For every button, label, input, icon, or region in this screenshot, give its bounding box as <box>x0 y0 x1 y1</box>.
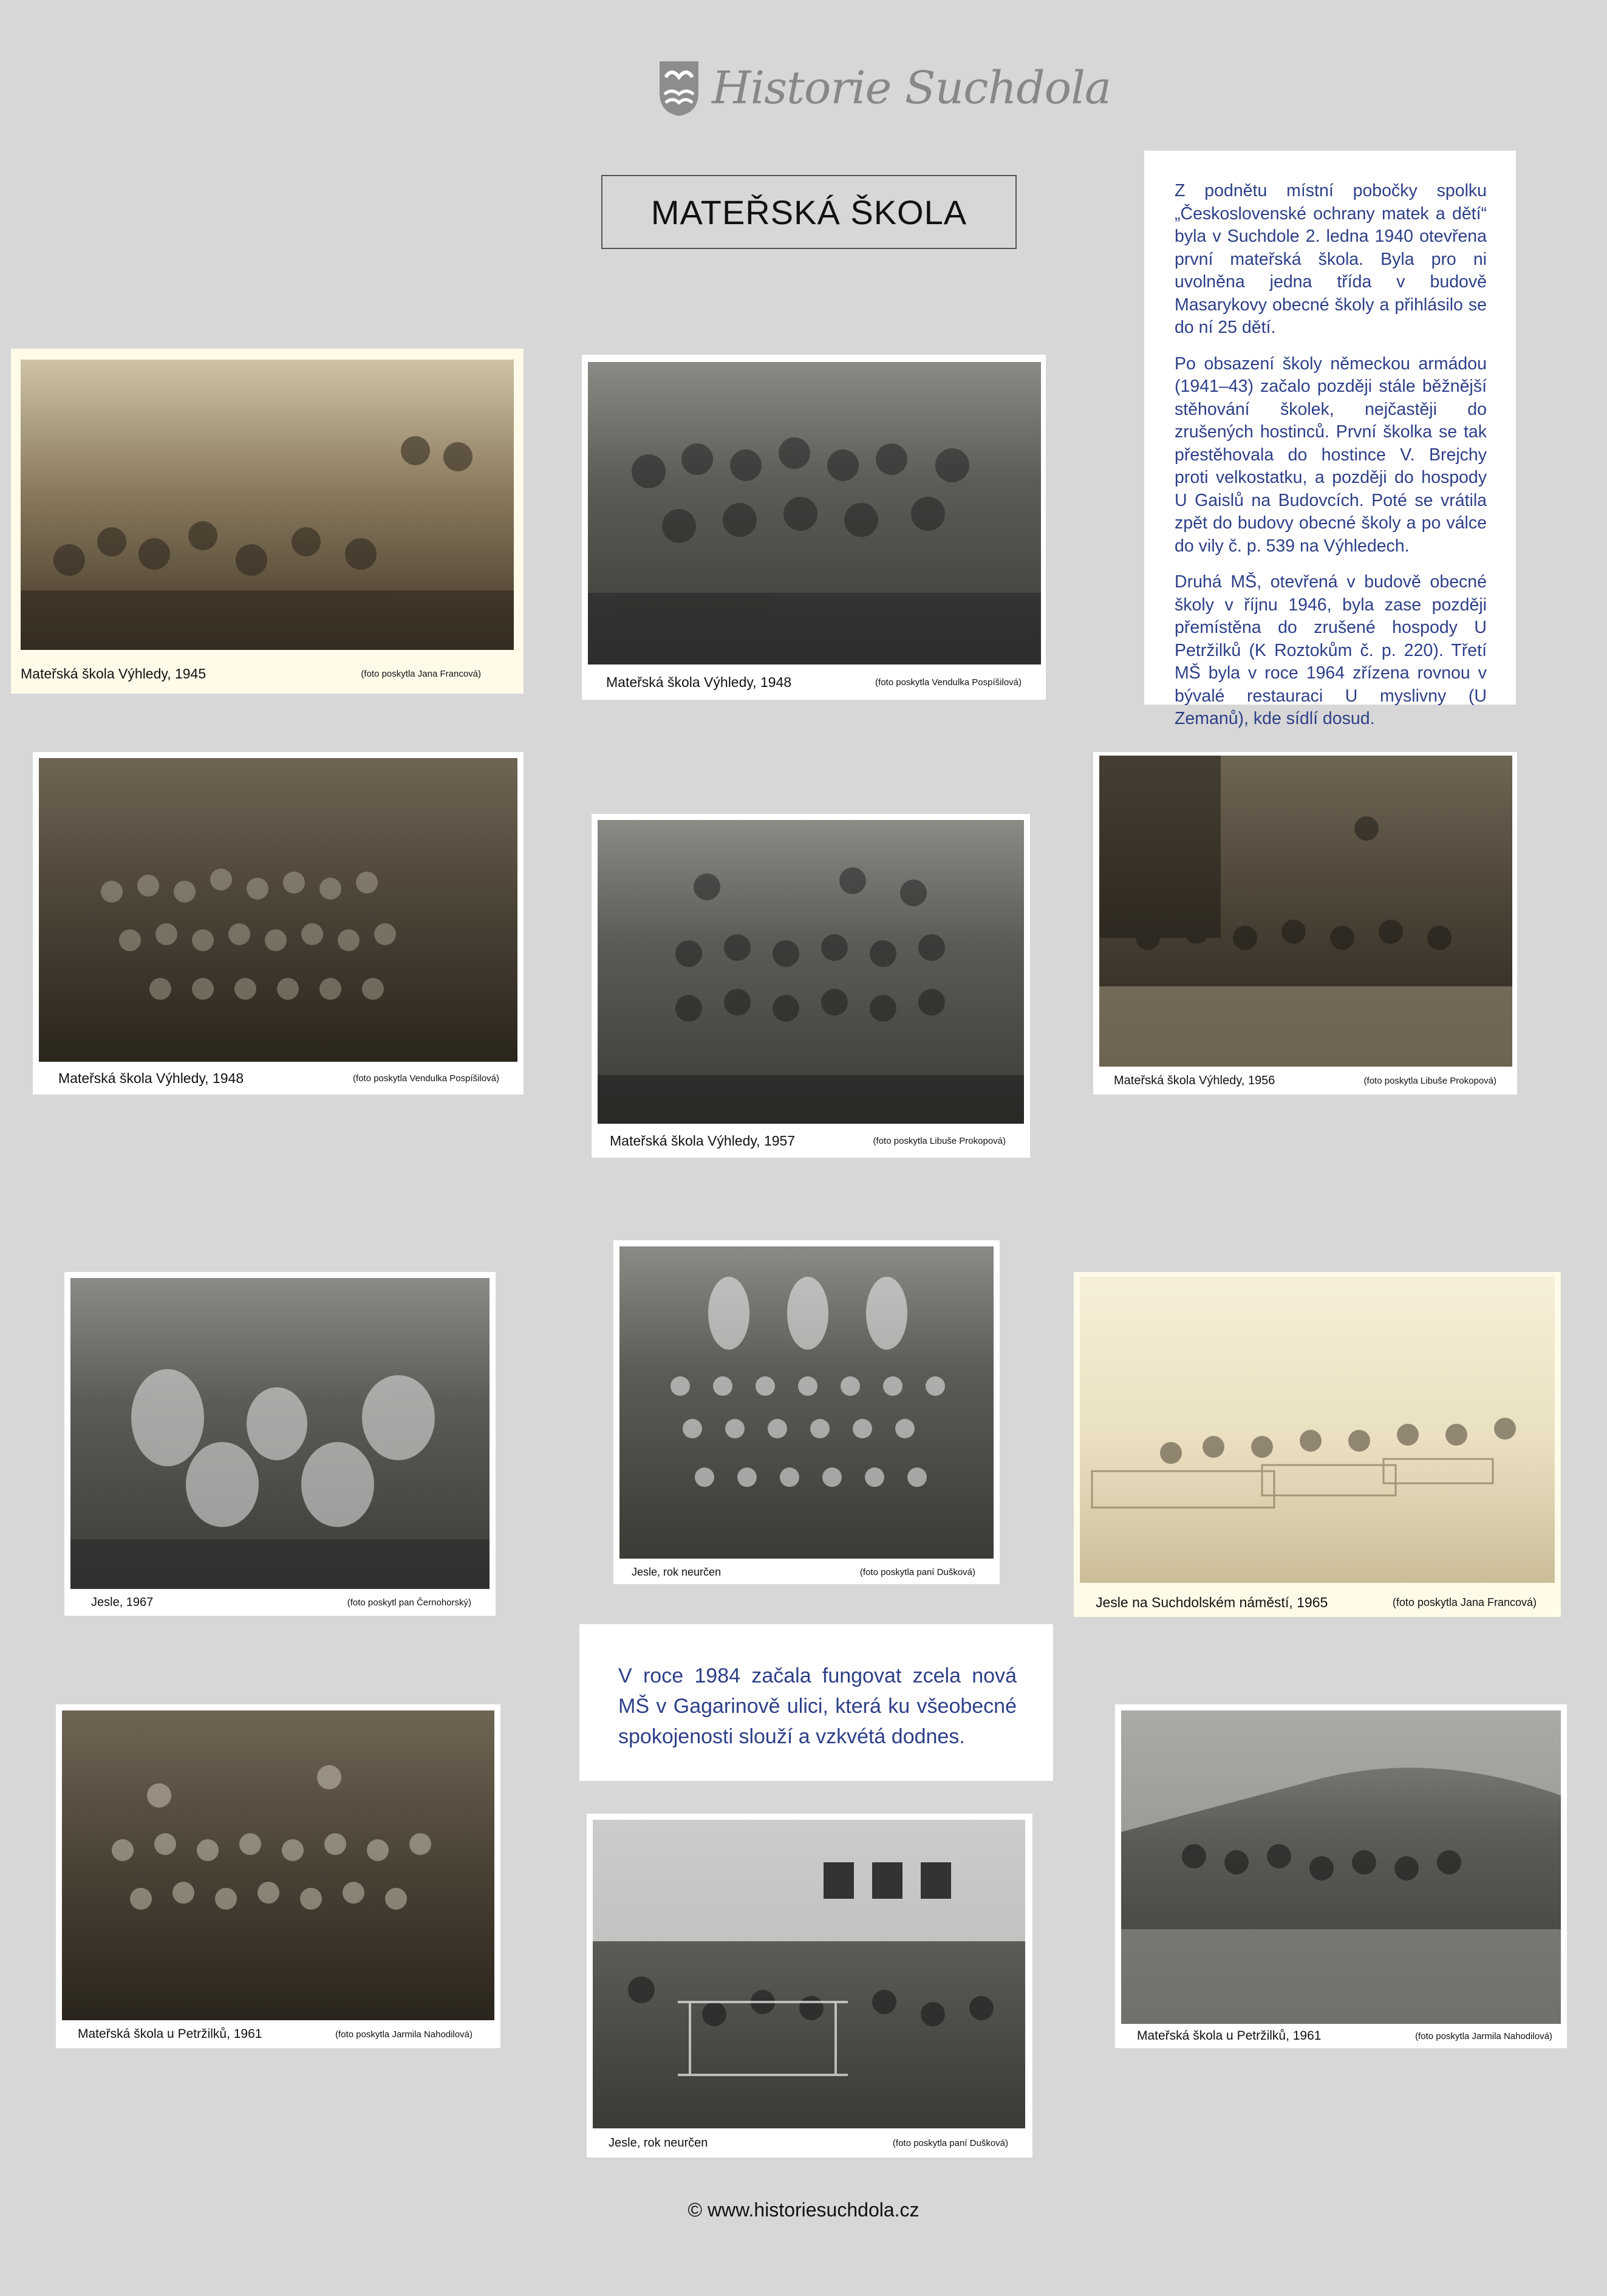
photo-image <box>70 1278 490 1589</box>
photo-caption: Mateřská škola u Petržilků, 1961 <box>78 2027 262 2041</box>
photo-card <box>1093 752 1517 1095</box>
photo-image <box>598 820 1024 1124</box>
photo-image <box>1121 1710 1561 2024</box>
photo-image <box>1099 756 1512 1067</box>
photo-caption: Jesle, rok neurčen <box>609 2136 708 2150</box>
photo-card <box>592 814 1030 1158</box>
photo-credit: (foto poskytla Jarmila Nahodilová) <box>1415 2031 1552 2041</box>
photo-card <box>56 1704 500 2048</box>
photo-card <box>64 1272 496 1616</box>
photo-credit: (foto poskytla Vendulka Pospíšilová) <box>353 1073 499 1084</box>
photo-credit: (foto poskytl pan Černohorský) <box>347 1597 471 1608</box>
photo-card <box>1074 1272 1561 1617</box>
photo-credit: (foto poskytla Jana Francová) <box>361 668 481 679</box>
photo-caption: Mateřská škola Výhledy, 1945 <box>21 665 206 682</box>
photo-image <box>39 758 517 1062</box>
brand-name: Historie Suchdola <box>712 62 1111 114</box>
photo-credit: (foto poskytla paní Dušková) <box>892 2137 1008 2148</box>
intro-text-card <box>1144 151 1516 728</box>
photo-caption: Mateřská škola Výhledy, 1957 <box>610 1132 796 1149</box>
photo-image <box>593 1820 1025 2128</box>
suchdol-emblem-icon <box>657 59 701 117</box>
photo-caption: Mateřská škola Výhledy, 1956 <box>1114 1073 1275 1087</box>
page-title: MATEŘSKÁ ŠKOLA <box>601 175 1017 249</box>
photo-credit: (foto poskytla Libuše Prokopová) <box>1363 1075 1496 1086</box>
note-text-card: V roce 1984 začala fungovat zcela nová MŠ v Gagarinově ulici, která ku všeobecné spokojenosti slouží a vzkvétá dodnes. <box>579 1624 1053 1781</box>
photo-image <box>21 360 514 650</box>
photo-caption: Mateřská škola Výhledy, 1948 <box>606 674 792 690</box>
photo-card <box>613 1240 1000 1584</box>
photo-card <box>1115 1704 1567 2048</box>
photo-credit: (foto poskytla Jana Francová) <box>1392 1596 1537 1608</box>
intro-paragraph: Druhá MŠ, otevřená v budově obecné školy v říjnu 1946, byla zase později přemístěna do zrušené hospody U Petržilků (K Roztokům č. p. 220). Třetí MŠ byla v roce 1964 zřízena rovnou v bývalé restauraci U myslivny (U Zemanů), kde sídlí dosud. <box>1175 572 1487 728</box>
intro-paragraph: Z podnětu místní pobočky spolku „Československé ochrany matek a dětí“ byla v Suchdole 2. ledna 1940 otevřena první mateřská škola. Byla pro ni uvolněna jedna třída v budově Masarykovy obecné školy a přihlásilo se do ní 25 dětí. <box>1175 181 1487 337</box>
footer-copyright: © www.historiesuchdola.cz <box>687 2199 920 2221</box>
photo-credit: (foto poskytla Jarmila Nahodilová) <box>335 2029 473 2040</box>
photo-caption: Jesle na Suchdolském náměstí, 1965 <box>1096 1594 1328 1610</box>
photo-card <box>11 349 524 694</box>
photo-credit: (foto poskytla Vendulka Pospíšilová) <box>875 677 1022 688</box>
photo-caption: Mateřská škola Výhledy, 1948 <box>58 1070 244 1086</box>
photo-image <box>588 362 1041 665</box>
photo-caption: Jesle, 1967 <box>91 1595 154 1609</box>
photo-image <box>1080 1277 1555 1583</box>
photo-credit: (foto poskytla Libuše Prokopová) <box>873 1135 1006 1146</box>
photo-card <box>33 752 524 1095</box>
photo-credit: (foto poskytla paní Dušková) <box>859 1567 975 1577</box>
site-logo <box>657 58 1111 118</box>
photo-card <box>587 1814 1032 2158</box>
photo-image <box>619 1246 994 1559</box>
intro-paragraph: Po obsazení školy německou armádou (1941–43) začalo později stále běžnější stěhování školek, nejčastěji do zrušených hostinců. První školka se tak přestěhovala do hostince V. Brejchy proti velkostatku, a později do hospody U Gaislů na Budovcích. Poté se vrátila zpět do budovy obecné školy a po válce do vily č. p. 539 na Výhledech. <box>1175 354 1487 556</box>
photo-image <box>62 1710 494 2020</box>
photo-card <box>582 355 1046 700</box>
photo-caption: Jesle, rok neurčen <box>632 1565 722 1578</box>
photo-caption: Mateřská škola u Petržilků, 1961 <box>1137 2029 1322 2043</box>
